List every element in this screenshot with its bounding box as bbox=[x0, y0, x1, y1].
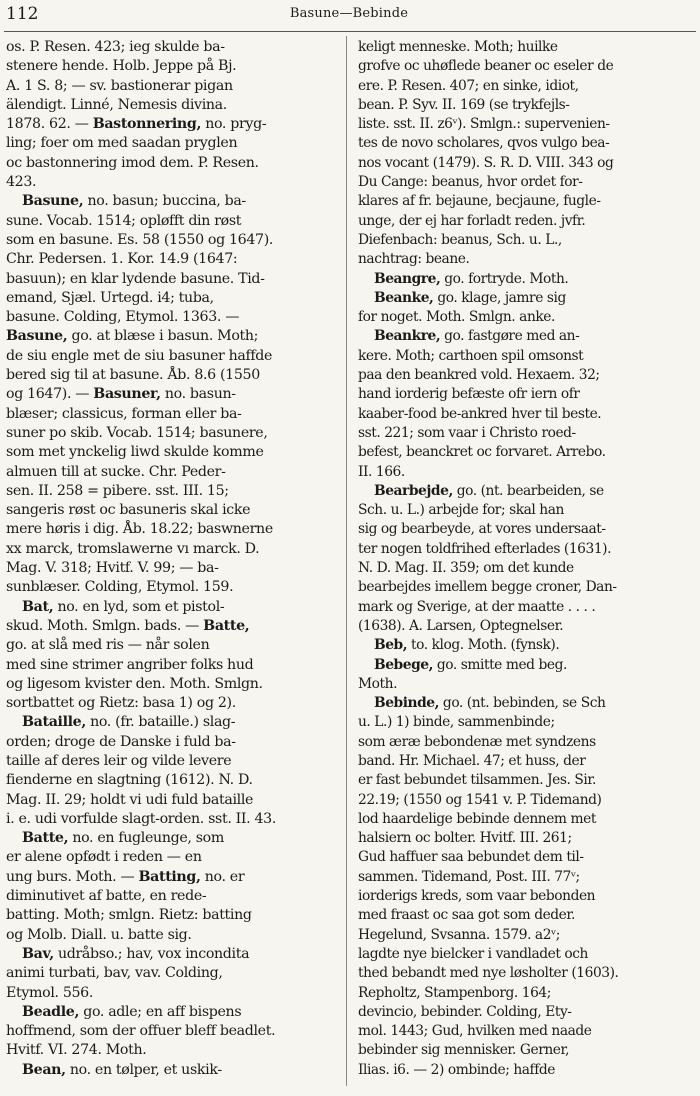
text-line bbox=[358, 656, 694, 675]
entry-text: befest, beanckret oc forvaret. Arrebo. bbox=[358, 444, 606, 461]
entry-text: oc bastonnering imod dem. P. Resen. bbox=[6, 154, 259, 171]
text-line bbox=[358, 270, 694, 289]
entry-text: bearbejdes imellem begge croner, Dan- bbox=[358, 579, 617, 596]
text-line bbox=[358, 984, 694, 1003]
text-line bbox=[358, 443, 694, 462]
text-line bbox=[6, 713, 339, 732]
entry-text: batting. Moth; smlgn. Rietz: batting bbox=[6, 907, 252, 924]
text-line bbox=[6, 945, 339, 964]
headword: Bav, bbox=[22, 945, 54, 962]
headword: Batte, bbox=[22, 830, 69, 847]
entry-text: no. basun; buccina, ba- bbox=[83, 193, 246, 210]
text-line bbox=[358, 250, 694, 269]
text-line bbox=[6, 752, 339, 771]
entry-text: ung burs. Moth. — bbox=[6, 868, 139, 885]
text-line bbox=[6, 656, 339, 675]
entry-text: hand iorderig befæste ofr iern ofr bbox=[358, 386, 580, 403]
text-line bbox=[6, 482, 339, 501]
entry-text: basune. Colding, Etymol. 1363. — bbox=[6, 309, 240, 326]
text-line bbox=[6, 385, 339, 404]
text-line bbox=[358, 1022, 694, 1041]
entry-text: lod haardelige bebinde dennem met bbox=[358, 810, 596, 827]
page-number: 112 bbox=[6, 4, 39, 24]
text-line bbox=[6, 1022, 339, 1041]
text-line bbox=[6, 964, 339, 983]
text-line bbox=[358, 829, 694, 848]
entry-text: mere høris i dig. Åb. 18.22; baswnerne bbox=[6, 521, 273, 538]
entry-text: 423. bbox=[6, 174, 37, 191]
text-line bbox=[6, 134, 339, 153]
text-line bbox=[6, 694, 339, 713]
entry-text: II. 166. bbox=[358, 463, 405, 480]
text-line bbox=[358, 289, 694, 308]
entry-text: go. at blæse i basun. Moth; bbox=[67, 328, 259, 345]
entry-text: go. klage, jamre sig bbox=[433, 289, 566, 306]
entry-text: orden; droge de Danske i fuld ba- bbox=[6, 733, 236, 750]
headword: Beb, bbox=[374, 637, 408, 654]
text-line bbox=[358, 578, 694, 597]
text-line bbox=[358, 1061, 694, 1080]
text-line bbox=[6, 250, 339, 269]
entry-text: no. en fugleunge, som bbox=[68, 830, 224, 847]
headword: Bean, bbox=[22, 1061, 66, 1078]
text-line bbox=[358, 231, 694, 250]
entry-text: u. L.) 1) binde, sammenbinde; bbox=[358, 714, 555, 731]
entry-text: i. e. udi vorfulde slagt-orden. sst. II. 43. bbox=[6, 810, 276, 827]
text-line bbox=[358, 906, 694, 925]
entry-text: devincio, bebinder. Colding, Ety- bbox=[358, 1003, 572, 1020]
entry-text: basuun); en klar lydende basune. Tid- bbox=[6, 270, 265, 287]
entry-text: Gud haffuer saa bebundet dem til- bbox=[358, 849, 584, 866]
header-rule bbox=[4, 31, 696, 32]
entry-text: unge, der ej har forladt reden. jvfr. bbox=[358, 212, 586, 229]
entry-text: Hegelund, Svsanna. 1579. a2ᵛ; bbox=[358, 926, 560, 943]
text-line bbox=[6, 733, 339, 752]
entry-text: no. en tølper, et uskik- bbox=[65, 1061, 222, 1078]
entry-text: sst. 221; som vaar i Christo roed- bbox=[358, 424, 576, 441]
entry-text: älendigt. Linné, Nemesis divina. bbox=[6, 96, 227, 113]
entry-text: Sch. u. L.) arbejde for; skal han bbox=[358, 502, 564, 519]
entry-text: go. fortryde. Moth. bbox=[440, 270, 569, 287]
entry-text: sortbattet og Rietz: basa 1) og 2). bbox=[6, 695, 236, 712]
entry-text: Mag. V. 318; Hvitf. V. 99; — ba- bbox=[6, 560, 219, 577]
text-line bbox=[358, 57, 694, 76]
entry-text: sammen. Tidemand, Post. III. 77ᵛ; bbox=[358, 868, 580, 885]
entry-text: og Molb. Diall. u. batte sig. bbox=[6, 926, 192, 943]
text-line bbox=[6, 984, 339, 1003]
text-line bbox=[6, 829, 339, 848]
text-line bbox=[6, 327, 339, 346]
text-line bbox=[6, 578, 339, 597]
text-line bbox=[6, 926, 339, 945]
text-line bbox=[358, 964, 694, 983]
text-line bbox=[6, 212, 339, 231]
entry-text: som met ynckelig liwd skulde komme bbox=[6, 444, 264, 461]
entry-text: er fast bebundet tilsammen. Jes. Sir. bbox=[358, 772, 596, 789]
text-line bbox=[6, 96, 339, 115]
entry-text: er alene opfødt i reden — en bbox=[6, 849, 202, 866]
entry-text: band. Hr. Michael. 47; et huss, der bbox=[358, 752, 586, 769]
entry-text: no. en lyd, som et pistol- bbox=[53, 598, 225, 615]
headword: Bataille, bbox=[22, 714, 86, 731]
text-line bbox=[6, 115, 339, 134]
entry-text: for noget. Moth. Smlgn. anke. bbox=[358, 309, 555, 326]
entry-text: xx marck, tromslawerne vı marck. D. bbox=[6, 540, 260, 557]
text-line bbox=[6, 520, 339, 539]
headword: Beangre, bbox=[374, 270, 441, 287]
entry-text: almuen till at sucke. Chr. Peder- bbox=[6, 463, 226, 480]
text-line bbox=[6, 38, 339, 57]
entry-text: Chr. Pedersen. 1. Kor. 14.9 (1647: bbox=[6, 251, 238, 268]
text-line bbox=[6, 848, 339, 867]
entry-text: to. klog. Moth. (fynsk). bbox=[407, 637, 560, 654]
entry-text: tes de novo scholares, qvos vulgo bea- bbox=[358, 135, 610, 152]
entry-text: Repholtz, Stampenborg. 164; bbox=[358, 984, 551, 1001]
headword: Batte, bbox=[203, 617, 250, 634]
entry-text: ere. P. Resen. 407; en sinke, idiot, bbox=[358, 77, 579, 94]
text-line bbox=[6, 405, 339, 424]
text-line bbox=[358, 134, 694, 153]
text-line bbox=[6, 617, 339, 636]
right-column bbox=[358, 38, 694, 1092]
column-divider bbox=[346, 36, 347, 1086]
entry-text: bered sig til at basune. Åb. 8.6 (1550 bbox=[6, 367, 260, 384]
entry-text: med fraast oc saa got som deder. bbox=[358, 907, 575, 924]
entry-text: Moth. bbox=[358, 675, 397, 692]
entry-text: hoffmend, som der offuer bleff beadlet. bbox=[6, 1023, 276, 1040]
text-line bbox=[358, 771, 694, 790]
text-line bbox=[6, 1003, 339, 1022]
entry-text: fienderne en slagtning (1612). N. D. bbox=[6, 772, 253, 789]
headword: Basuner, bbox=[93, 386, 161, 403]
entry-text: sune. Vocab. 1514; opløfft din røst bbox=[6, 212, 242, 229]
entry-text: liste. sst. II. z6ᵛ). Smlgn.: supervenien- bbox=[358, 116, 610, 133]
text-line bbox=[358, 212, 694, 231]
text-line bbox=[358, 713, 694, 732]
headword: Bebege, bbox=[374, 656, 433, 673]
entry-text: ter nogen toldfrihed efterlades (1631). bbox=[358, 540, 612, 557]
entry-text: halsiern oc bolter. Hvitf. III. 261; bbox=[358, 830, 572, 847]
entry-text: sig og bearbeyde, at vores undersaat- bbox=[358, 521, 606, 538]
text-line bbox=[6, 559, 339, 578]
entry-text: som æræ bebondenæ met syndzens bbox=[358, 733, 596, 750]
running-head: Basune—Bebinde bbox=[289, 6, 409, 21]
text-line bbox=[358, 540, 694, 559]
text-line bbox=[358, 96, 694, 115]
entry-text: skud. Moth. Smlgn. bads. — bbox=[6, 617, 204, 634]
entry-text: paa den beankred vold. Hexaem. 32; bbox=[358, 367, 600, 384]
headword: Bebinde, bbox=[374, 695, 439, 712]
entry-text: kere. Moth; carthoen spil omsonst bbox=[358, 347, 584, 364]
text-line bbox=[358, 810, 694, 829]
entry-text: A. 1 S. 8; — sv. bastionerar pigan bbox=[6, 77, 233, 94]
entry-text: ling; foer om med saadan pryglen bbox=[6, 135, 238, 152]
text-line bbox=[358, 520, 694, 539]
text-line bbox=[6, 771, 339, 790]
text-line bbox=[6, 424, 339, 443]
headword: Bat, bbox=[22, 598, 54, 615]
text-line bbox=[358, 617, 694, 636]
text-line bbox=[6, 463, 339, 482]
text-line bbox=[358, 887, 694, 906]
entry-text: lagdte nye bielcker i vandladet och bbox=[358, 945, 588, 962]
headword: Beankre, bbox=[374, 328, 441, 345]
text-line bbox=[358, 385, 694, 404]
entry-text: sunblæser. Colding, Etymol. 159. bbox=[6, 579, 234, 596]
text-line bbox=[6, 906, 339, 925]
entry-text: sen. II. 258 = pibere. sst. III. 15; bbox=[6, 482, 229, 499]
entry-text: og 1647). — bbox=[6, 386, 94, 403]
text-line bbox=[358, 173, 694, 192]
entry-text: med sine strimer angriber folks hud bbox=[6, 656, 254, 673]
text-line bbox=[6, 270, 339, 289]
entry-text: go. (nt. bebinden, se Sch bbox=[439, 695, 606, 712]
text-line bbox=[6, 501, 339, 520]
entry-text: Etymol. 556. bbox=[6, 984, 94, 1001]
text-line bbox=[358, 945, 694, 964]
text-line bbox=[6, 289, 339, 308]
text-line bbox=[358, 308, 694, 327]
entry-text: udråbso.; hav, vox incondita bbox=[53, 945, 250, 962]
entry-text: no. pryg- bbox=[201, 116, 267, 133]
text-line bbox=[358, 192, 694, 211]
text-line bbox=[6, 598, 339, 617]
text-line bbox=[358, 848, 694, 867]
text-line bbox=[6, 1041, 339, 1060]
headword: Beanke, bbox=[374, 289, 434, 306]
text-line bbox=[6, 173, 339, 192]
text-line bbox=[6, 636, 339, 655]
entry-text: suner po skib. Vocab. 1514; basunere, bbox=[6, 424, 268, 441]
left-column bbox=[6, 38, 339, 1092]
entry-text: emand, Sjæl. Urtegd. i4; tuba, bbox=[6, 289, 214, 306]
entry-text: sangeris røst oc basuneris skal icke bbox=[6, 502, 251, 519]
entry-text: mark og Sverige, at der maatte . . . . bbox=[358, 598, 596, 615]
entry-text: bean. P. Syv. II. 169 (se trykfejls- bbox=[358, 96, 570, 113]
headword: Bearbejde, bbox=[374, 482, 453, 499]
entry-text: diminutivet af batte, en rede- bbox=[6, 888, 207, 905]
text-line bbox=[358, 77, 694, 96]
text-line bbox=[6, 443, 339, 462]
text-line bbox=[358, 38, 694, 57]
entry-text: N. D. Mag. II. 359; om det kunde bbox=[358, 560, 574, 577]
text-line bbox=[358, 347, 694, 366]
text-line bbox=[6, 791, 339, 810]
entry-text: bebinder sig mennisker. Gerner, bbox=[358, 1042, 570, 1059]
text-line bbox=[358, 675, 694, 694]
text-line bbox=[6, 154, 339, 173]
entry-text: Du Cange: beanus, hvor ordet for- bbox=[358, 174, 583, 191]
text-line bbox=[358, 154, 694, 173]
text-line bbox=[358, 463, 694, 482]
text-line bbox=[358, 1041, 694, 1060]
text-line bbox=[358, 868, 694, 887]
text-line bbox=[358, 791, 694, 810]
entry-text: de siu engle met de siu basuner haffde bbox=[6, 347, 273, 364]
entry-text: go. (nt. bearbeiden, se bbox=[452, 482, 604, 499]
entry-text: kaaber-food be-ankred hver til beste. bbox=[358, 405, 602, 422]
text-line bbox=[6, 675, 339, 694]
text-line bbox=[358, 501, 694, 520]
text-line bbox=[6, 540, 339, 559]
text-line bbox=[6, 1061, 339, 1080]
entry-text: og ligesom kvister den. Moth. Smlgn. bbox=[6, 675, 263, 692]
text-line bbox=[358, 327, 694, 346]
entry-text: Diefenbach: beanus, Sch. u. L., bbox=[358, 231, 562, 248]
headword: Batting, bbox=[138, 868, 201, 885]
text-line bbox=[358, 405, 694, 424]
entry-text: Hvitf. VI. 274. Moth. bbox=[6, 1042, 147, 1059]
headword: Bastonnering, bbox=[92, 116, 202, 133]
entry-text: go. smitte med beg. bbox=[432, 656, 567, 673]
entry-text: som en basune. Es. 58 (1550 og 1647). bbox=[6, 231, 274, 248]
headword: Beadle, bbox=[22, 1003, 80, 1020]
text-line bbox=[6, 868, 339, 887]
entry-text: Ilias. i6. — 2) ombinde; haffde bbox=[358, 1061, 555, 1078]
entry-text: blæser; classicus, forman eller ba- bbox=[6, 405, 242, 422]
entry-text: no. (fr. bataille.) slag- bbox=[85, 714, 236, 731]
text-line bbox=[358, 598, 694, 617]
entry-text: no. basun- bbox=[160, 386, 236, 403]
entry-text: 1878. 62. — bbox=[6, 116, 93, 133]
entry-text: iorderigs kreds, som vaar bebonden bbox=[358, 888, 596, 905]
text-line bbox=[358, 482, 694, 501]
entry-text: thed bebandt med nye løsholter (1603). bbox=[358, 965, 619, 982]
entry-text: Mag. II. 29; holdt vi udi fuld bataille bbox=[6, 791, 254, 808]
text-line bbox=[358, 926, 694, 945]
text-line bbox=[358, 733, 694, 752]
entry-text: go. fastgøre med an- bbox=[440, 328, 580, 345]
page-header bbox=[6, 4, 692, 28]
text-line bbox=[6, 77, 339, 96]
text-line bbox=[6, 887, 339, 906]
text-line bbox=[358, 636, 694, 655]
text-line bbox=[6, 231, 339, 250]
text-line bbox=[6, 57, 339, 76]
entry-text: (1638). A. Larsen, Optegnelser. bbox=[358, 617, 564, 634]
text-line bbox=[6, 308, 339, 327]
text-line bbox=[6, 347, 339, 366]
text-line bbox=[6, 366, 339, 385]
entry-text: grofve oc uhøflede beaner oc eseler de bbox=[358, 58, 614, 75]
entry-text: go. at slå med ris — når solen bbox=[6, 637, 210, 654]
text-line bbox=[358, 366, 694, 385]
headword: Basune, bbox=[22, 193, 84, 210]
entry-text: 22.19; (1550 og 1541 v. P. Tidemand) bbox=[358, 791, 602, 808]
text-line bbox=[6, 192, 339, 211]
text-line bbox=[358, 115, 694, 134]
entry-text: no. er bbox=[200, 868, 245, 885]
text-line bbox=[358, 424, 694, 443]
text-line bbox=[358, 1003, 694, 1022]
entry-text: taille af deres leir og vilde levere bbox=[6, 752, 232, 769]
entry-text: keligt menneske. Moth; huilke bbox=[358, 39, 558, 55]
headword: Basune, bbox=[6, 328, 68, 345]
entry-text: nos vocant (1479). S. R. D. VIII. 343 og bbox=[358, 154, 614, 171]
entry-text: animi turbati, bav, vav. Colding, bbox=[6, 965, 223, 982]
entry-text: stenere hende. Holb. Jeppe på Bj. bbox=[6, 58, 237, 75]
entry-text: go. adle; en aff bispens bbox=[79, 1003, 242, 1020]
text-line bbox=[6, 810, 339, 829]
text-line bbox=[358, 752, 694, 771]
entry-text: klares af fr. bejaune, becjaune, fugle- bbox=[358, 193, 601, 210]
entry-text: nachtrag: beane. bbox=[358, 251, 470, 268]
text-line bbox=[358, 559, 694, 578]
entry-text: mol. 1443; Gud, hvilken med naade bbox=[358, 1023, 592, 1040]
entry-text: os. P. Resen. 423; ieg skulde ba- bbox=[6, 39, 225, 55]
text-line bbox=[358, 694, 694, 713]
